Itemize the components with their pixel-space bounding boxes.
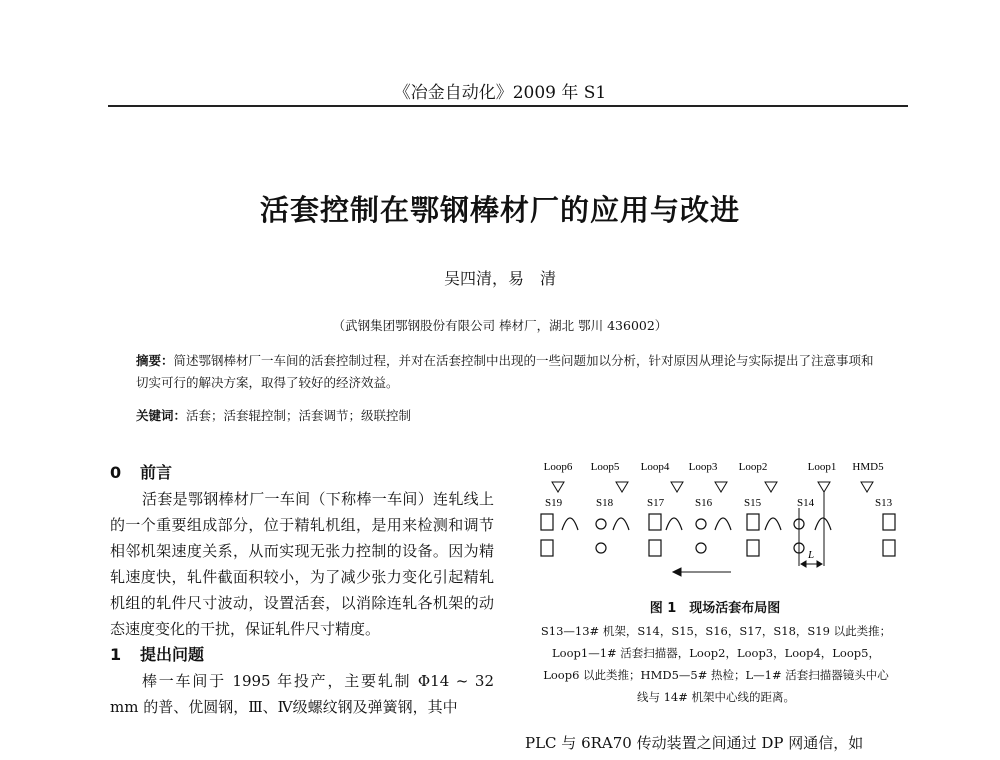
stand-label: S16 [695,497,713,509]
stand-circle-icon [596,519,606,529]
loop-label: Loop4 [640,461,670,473]
section-number: 1 [110,645,122,664]
section-paragraph: 活套是鄂钢棒材厂一车间（下称棒一车间）连轧线上的一个重要组成部分，位于精轧机组，是用来检测和调节相邻机架速度关系，从而实现无张力控制的设备。因为精轧速度快，轧件截面积较小，为了减少张力变化引起精轧机组的轧件尺寸波动，设置活套，以消除连轧各机架的动态速度变化的干扰，保证轧件尺寸精度。 [110,490,494,638]
stand-square-icon [883,514,895,530]
figure-caption: 图 1 现场活套布局图 [649,601,781,616]
stand-square-icon [747,514,759,530]
loop-label: Loop3 [688,461,718,473]
section-paragraph: 棒一车间于 1995 年投产，主要轧制 Φ14 ~ 32 mm 的普、优圆钢，Ⅲ、Ⅳ级螺纹钢及弹簧钢，其中 [110,672,494,716]
loop-arch-icon [765,518,781,530]
stand-square-icon [883,540,895,556]
loop-label: Loop5 [590,461,620,473]
hmd-label: HMD5 [852,461,884,473]
keywords-text: 活套；活套辊控制；活套调节；级联控制 [186,408,412,423]
scanner-triangle-icon [671,482,683,492]
stand-label: S18 [596,497,614,509]
paper-affiliation: （武钢集团鄂钢股份有限公司 棒材厂，湖北 鄂川 436002） [332,318,668,333]
scanner-triangle-icon [616,482,628,492]
loop-label: Loop6 [543,461,573,473]
loop-layout-figure [525,458,905,598]
stand-label: S15 [744,497,762,509]
stand-label: S14 [797,497,815,509]
right-column-text: PLC 与 6RA70 传动装置之间通过 DP 网通信，如 [525,734,864,752]
keywords-label: 关键词： [136,408,187,423]
section-heading [110,460,494,486]
distance-label: L [807,549,815,561]
scanner-triangle-icon [765,482,777,492]
scanner-triangle-icon [552,482,564,492]
stand-circle-icon [696,543,706,553]
paper-title: 活套控制在鄂钢棒材厂的应用与改进 [259,193,740,227]
stand-square-icon [541,540,553,556]
scanner-triangle-icon [715,482,727,492]
section-number: 0 [110,463,122,482]
stand-label: S13 [875,497,893,509]
header-rule [108,105,908,107]
loop-label: Loop1 [807,461,837,473]
loop-arch-icon [613,518,629,530]
abstract [136,350,886,394]
figure-diagram [525,458,905,598]
loop-label: Loop2 [738,461,768,473]
abstract-label: 摘要： [136,353,174,368]
stand-label: S19 [545,497,563,509]
keywords [136,406,411,424]
loop-arch-icon [815,518,831,530]
stand-circle-icon [696,519,706,529]
stand-square-icon [649,540,661,556]
loop-arch-icon [562,518,578,530]
left-column [110,460,494,720]
section-title: 前言 [140,463,173,482]
hmd-triangle-icon [861,482,873,492]
loop-arch-icon [666,518,682,530]
abstract-text: 简述鄂钢棒材厂一车间的活套控制过程，并对在活套控制中出现的一些问题加以分析，针对原因从理论与实际提出了注意事项和切实可行的解决方案，取得了较好的经济效益。 [136,353,874,390]
paper-authors: 吴四清，易 清 [443,269,556,288]
stand-square-icon [747,540,759,556]
section-title: 提出问题 [140,645,205,664]
stand-square-icon [541,514,553,530]
section-heading [110,642,494,668]
journal-header: 《冶金自动化》2009 年 S1 [393,83,607,103]
scanner-triangle-icon [818,482,830,492]
figure-note: S13—13# 机架，S14，S15，S16，S17，S18，S19 以此类推；Loop1—1# 活套扫描器，Loop2，Loop3，Loop4，Loop5，Loop6 以此类推；HMD5—5# 热检；L—1# 活套扫描器镜头中心线与 14# 机架中心线的距离。 [540,624,892,704]
stand-square-icon [649,514,661,530]
stand-label: S17 [647,497,665,509]
loop-arch-icon [715,518,731,530]
stand-circle-icon [596,543,606,553]
